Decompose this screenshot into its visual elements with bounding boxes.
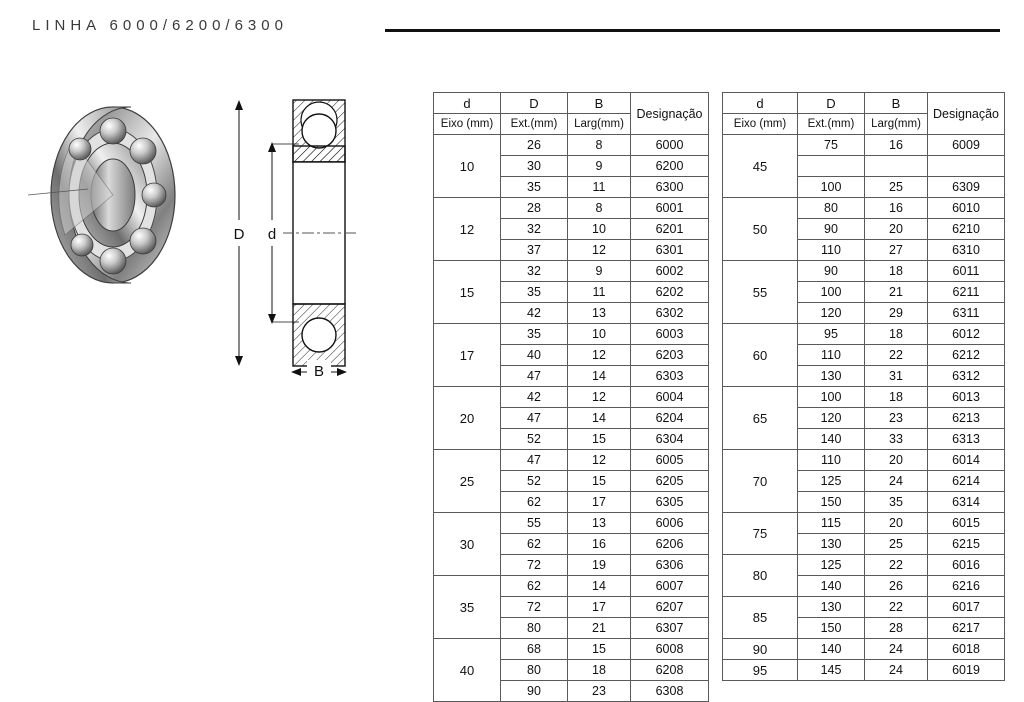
- cell-designation: 6311: [928, 303, 1005, 324]
- cell-outer-diameter: 100: [798, 177, 865, 198]
- cell-outer-diameter: 140: [798, 429, 865, 450]
- cell-outer-diameter: 72: [501, 597, 568, 618]
- cell-outer-diameter: 40: [501, 345, 568, 366]
- svg-text:B: B: [313, 363, 325, 378]
- cell-outer-diameter: 80: [501, 618, 568, 639]
- cell-outer-diameter: 52: [501, 429, 568, 450]
- cell-shaft-diameter: 95: [723, 660, 798, 681]
- cell-shaft-diameter: 40: [434, 639, 501, 702]
- cell-outer-diameter: 62: [501, 492, 568, 513]
- header-symbol-B: B: [865, 93, 928, 114]
- cell-outer-diameter: 100: [798, 387, 865, 408]
- header-rule: [385, 29, 1000, 32]
- cell-shaft-diameter: 60: [723, 324, 798, 387]
- cell-designation: 6211: [928, 282, 1005, 303]
- cell-outer-diameter: 62: [501, 534, 568, 555]
- cell-shaft-diameter: 30: [434, 513, 501, 576]
- cell-width: 21: [568, 618, 631, 639]
- cell-outer-diameter: 47: [501, 450, 568, 471]
- cell-width: 16: [865, 135, 928, 156]
- cell-outer-diameter: 42: [501, 303, 568, 324]
- cell-shaft-diameter: 17: [434, 324, 501, 387]
- cell-outer-diameter: 90: [798, 219, 865, 240]
- cell-outer-diameter: 110: [798, 345, 865, 366]
- table-header-symbols: [434, 93, 709, 114]
- table-left-body: [434, 135, 709, 702]
- cell-width: 12: [568, 345, 631, 366]
- header-symbol-D: D: [798, 93, 865, 114]
- page-title: LINHA 6000/6200/6300: [32, 17, 288, 34]
- bearing-cross-section-drawing: [215, 88, 415, 378]
- cell-outer-diameter: 110: [798, 450, 865, 471]
- cell-shaft-diameter: 75: [723, 513, 798, 555]
- cell-outer-diameter: 150: [798, 492, 865, 513]
- cell-designation: 6009: [928, 135, 1005, 156]
- cell-designation: 6215: [928, 534, 1005, 555]
- cell-outer-diameter: 68: [501, 639, 568, 660]
- cell-designation: 6015: [928, 513, 1005, 534]
- cell-outer-diameter: 100: [798, 282, 865, 303]
- cell-shaft-diameter: 85: [723, 597, 798, 639]
- header-symbol-d: d: [723, 93, 798, 114]
- cell-outer-diameter: 95: [798, 324, 865, 345]
- cell-designation: 6304: [631, 429, 709, 450]
- cell-outer-diameter: 120: [798, 303, 865, 324]
- cell-width: 25: [865, 177, 928, 198]
- table-row: [723, 261, 1005, 282]
- table-row: [434, 513, 709, 534]
- table-row: [723, 450, 1005, 471]
- cell-shaft-diameter: 80: [723, 555, 798, 597]
- cell-designation: 6010: [928, 198, 1005, 219]
- table-row: [723, 555, 1005, 576]
- cell-designation: 6014: [928, 450, 1005, 471]
- cell-outer-diameter: 72: [501, 555, 568, 576]
- cell-outer-diameter: 130: [798, 366, 865, 387]
- cell-width: 15: [568, 429, 631, 450]
- cell-designation: 6309: [928, 177, 1005, 198]
- cell-outer-diameter: [798, 156, 865, 177]
- cell-width: [865, 156, 928, 177]
- cell-shaft-diameter: 50: [723, 198, 798, 261]
- cell-outer-diameter: 35: [501, 177, 568, 198]
- table-row: [723, 597, 1005, 618]
- cell-designation: 6302: [631, 303, 709, 324]
- cell-width: 17: [568, 492, 631, 513]
- cell-width: 18: [568, 660, 631, 681]
- cell-outer-diameter: 35: [501, 324, 568, 345]
- cell-designation: 6216: [928, 576, 1005, 597]
- cell-designation: 6007: [631, 576, 709, 597]
- cell-designation: 6301: [631, 240, 709, 261]
- cell-designation: 6001: [631, 198, 709, 219]
- cell-designation: 6205: [631, 471, 709, 492]
- cell-designation: 6018: [928, 639, 1005, 660]
- cell-outer-diameter: 30: [501, 156, 568, 177]
- cell-designation: 6214: [928, 471, 1005, 492]
- cell-designation: 6207: [631, 597, 709, 618]
- cell-outer-diameter: 130: [798, 534, 865, 555]
- cell-outer-diameter: 80: [501, 660, 568, 681]
- cell-width: 16: [865, 198, 928, 219]
- cell-width: 12: [568, 240, 631, 261]
- cell-designation: 6217: [928, 618, 1005, 639]
- cell-width: 20: [865, 513, 928, 534]
- cell-width: 24: [865, 660, 928, 681]
- header-designation: Designação: [928, 93, 1005, 135]
- cell-width: 14: [568, 576, 631, 597]
- cell-outer-diameter: 110: [798, 240, 865, 261]
- cell-designation: 6212: [928, 345, 1005, 366]
- cell-designation: 6008: [631, 639, 709, 660]
- cell-designation: [928, 156, 1005, 177]
- cell-outer-diameter: 62: [501, 576, 568, 597]
- cell-outer-diameter: 26: [501, 135, 568, 156]
- header-symbol-d: d: [434, 93, 501, 114]
- cell-designation: 6019: [928, 660, 1005, 681]
- cell-width: 13: [568, 513, 631, 534]
- cell-outer-diameter: 47: [501, 408, 568, 429]
- cell-designation: 6016: [928, 555, 1005, 576]
- cell-width: 22: [865, 597, 928, 618]
- cell-designation: 6310: [928, 240, 1005, 261]
- cell-designation: 6312: [928, 366, 1005, 387]
- cell-width: 8: [568, 198, 631, 219]
- table-right-body: [723, 135, 1005, 681]
- header-unit-shaft: Eixo (mm): [434, 114, 501, 135]
- cell-width: 27: [865, 240, 928, 261]
- cell-width: 23: [568, 681, 631, 702]
- cell-width: 33: [865, 429, 928, 450]
- cell-width: 22: [865, 555, 928, 576]
- header-unit-width: Larg(mm): [865, 114, 928, 135]
- cell-width: 24: [865, 471, 928, 492]
- cell-width: 25: [865, 534, 928, 555]
- cell-designation: 6305: [631, 492, 709, 513]
- cell-outer-diameter: 140: [798, 576, 865, 597]
- cell-width: 10: [568, 219, 631, 240]
- table-row: [434, 450, 709, 471]
- cell-outer-diameter: 90: [501, 681, 568, 702]
- cell-outer-diameter: 55: [501, 513, 568, 534]
- cell-designation: 6000: [631, 135, 709, 156]
- table-row: [723, 660, 1005, 681]
- cell-width: 15: [568, 471, 631, 492]
- cell-width: 20: [865, 219, 928, 240]
- cell-outer-diameter: 35: [501, 282, 568, 303]
- header-unit-width: Larg(mm): [568, 114, 631, 135]
- table-row: [434, 639, 709, 660]
- cell-outer-diameter: 42: [501, 387, 568, 408]
- header-unit-outer: Ext.(mm): [798, 114, 865, 135]
- cell-width: 22: [865, 345, 928, 366]
- cell-shaft-diameter: 20: [434, 387, 501, 450]
- cell-width: 21: [865, 282, 928, 303]
- cell-width: 17: [568, 597, 631, 618]
- cell-designation: 6200: [631, 156, 709, 177]
- cell-designation: 6206: [631, 534, 709, 555]
- bearing-table-left: [433, 92, 709, 702]
- table-row: [723, 135, 1005, 156]
- table-row: [434, 324, 709, 345]
- cell-designation: 6204: [631, 408, 709, 429]
- cell-shaft-diameter: 55: [723, 261, 798, 324]
- cell-outer-diameter: 130: [798, 597, 865, 618]
- cell-width: 18: [865, 387, 928, 408]
- table-row: [434, 387, 709, 408]
- cell-designation: 6307: [631, 618, 709, 639]
- cell-shaft-diameter: 90: [723, 639, 798, 660]
- cell-designation: 6313: [928, 429, 1005, 450]
- header-symbol-B: B: [568, 93, 631, 114]
- cell-width: 13: [568, 303, 631, 324]
- table-row: [434, 198, 709, 219]
- cell-outer-diameter: 37: [501, 240, 568, 261]
- cell-width: 26: [865, 576, 928, 597]
- cell-width: 15: [568, 639, 631, 660]
- header-symbol-D: D: [501, 93, 568, 114]
- svg-text:d: d: [267, 226, 277, 243]
- table-row: [723, 387, 1005, 408]
- table-row: [434, 261, 709, 282]
- header-unit-outer: Ext.(mm): [501, 114, 568, 135]
- cell-designation: 6213: [928, 408, 1005, 429]
- cell-width: 31: [865, 366, 928, 387]
- cell-width: 19: [568, 555, 631, 576]
- cell-designation: 6308: [631, 681, 709, 702]
- table-row: [723, 513, 1005, 534]
- cell-designation: 6013: [928, 387, 1005, 408]
- cell-outer-diameter: 28: [501, 198, 568, 219]
- cell-designation: 6300: [631, 177, 709, 198]
- cell-shaft-diameter: 65: [723, 387, 798, 450]
- cell-width: 23: [865, 408, 928, 429]
- cell-width: 9: [568, 261, 631, 282]
- cell-designation: 6210: [928, 219, 1005, 240]
- cell-width: 14: [568, 408, 631, 429]
- table-row: [723, 639, 1005, 660]
- cell-outer-diameter: 140: [798, 639, 865, 660]
- cell-designation: 6201: [631, 219, 709, 240]
- cell-outer-diameter: 47: [501, 366, 568, 387]
- cell-outer-diameter: 90: [798, 261, 865, 282]
- cell-designation: 6306: [631, 555, 709, 576]
- header-unit-shaft: Eixo (mm): [723, 114, 798, 135]
- cell-width: 11: [568, 177, 631, 198]
- cell-designation: 6203: [631, 345, 709, 366]
- cell-designation: 6208: [631, 660, 709, 681]
- cell-outer-diameter: 120: [798, 408, 865, 429]
- bearing-cutaway-photo: [18, 95, 208, 295]
- cell-shaft-diameter: 45: [723, 135, 798, 198]
- cell-shaft-diameter: 12: [434, 198, 501, 261]
- cell-width: 20: [865, 450, 928, 471]
- cell-width: 16: [568, 534, 631, 555]
- cell-outer-diameter: 32: [501, 219, 568, 240]
- cell-width: 12: [568, 387, 631, 408]
- cell-outer-diameter: 145: [798, 660, 865, 681]
- cell-outer-diameter: 125: [798, 471, 865, 492]
- cell-outer-diameter: 125: [798, 555, 865, 576]
- cell-designation: 6202: [631, 282, 709, 303]
- cell-designation: 6012: [928, 324, 1005, 345]
- cell-designation: 6005: [631, 450, 709, 471]
- cell-designation: 6017: [928, 597, 1005, 618]
- cell-designation: 6003: [631, 324, 709, 345]
- table-row: [723, 198, 1005, 219]
- cell-outer-diameter: 150: [798, 618, 865, 639]
- page-header: [0, 8, 1024, 48]
- cell-width: 8: [568, 135, 631, 156]
- cell-width: 11: [568, 282, 631, 303]
- cell-width: 29: [865, 303, 928, 324]
- cell-width: 14: [568, 366, 631, 387]
- table-row: [434, 576, 709, 597]
- header-designation: Designação: [631, 93, 709, 135]
- cell-outer-diameter: 115: [798, 513, 865, 534]
- cell-width: 28: [865, 618, 928, 639]
- svg-text:D: D: [233, 226, 245, 243]
- cell-outer-diameter: 32: [501, 261, 568, 282]
- cell-width: 9: [568, 156, 631, 177]
- cell-designation: 6006: [631, 513, 709, 534]
- cell-outer-diameter: 52: [501, 471, 568, 492]
- cell-designation: 6011: [928, 261, 1005, 282]
- cell-width: 18: [865, 324, 928, 345]
- cell-shaft-diameter: 10: [434, 135, 501, 198]
- table-row: [434, 135, 709, 156]
- cell-designation: 6303: [631, 366, 709, 387]
- table-header-symbols: [723, 93, 1005, 114]
- cell-shaft-diameter: 25: [434, 450, 501, 513]
- cell-width: 10: [568, 324, 631, 345]
- cell-width: 35: [865, 492, 928, 513]
- cell-width: 18: [865, 261, 928, 282]
- cell-outer-diameter: 75: [798, 135, 865, 156]
- cell-outer-diameter: 80: [798, 198, 865, 219]
- cell-width: 12: [568, 450, 631, 471]
- cell-shaft-diameter: 35: [434, 576, 501, 639]
- cell-designation: 6314: [928, 492, 1005, 513]
- cell-designation: 6004: [631, 387, 709, 408]
- cell-width: 24: [865, 639, 928, 660]
- bearing-table-right: [722, 92, 1005, 681]
- table-row: [723, 324, 1005, 345]
- cell-shaft-diameter: 15: [434, 261, 501, 324]
- cell-designation: 6002: [631, 261, 709, 282]
- cell-shaft-diameter: 70: [723, 450, 798, 513]
